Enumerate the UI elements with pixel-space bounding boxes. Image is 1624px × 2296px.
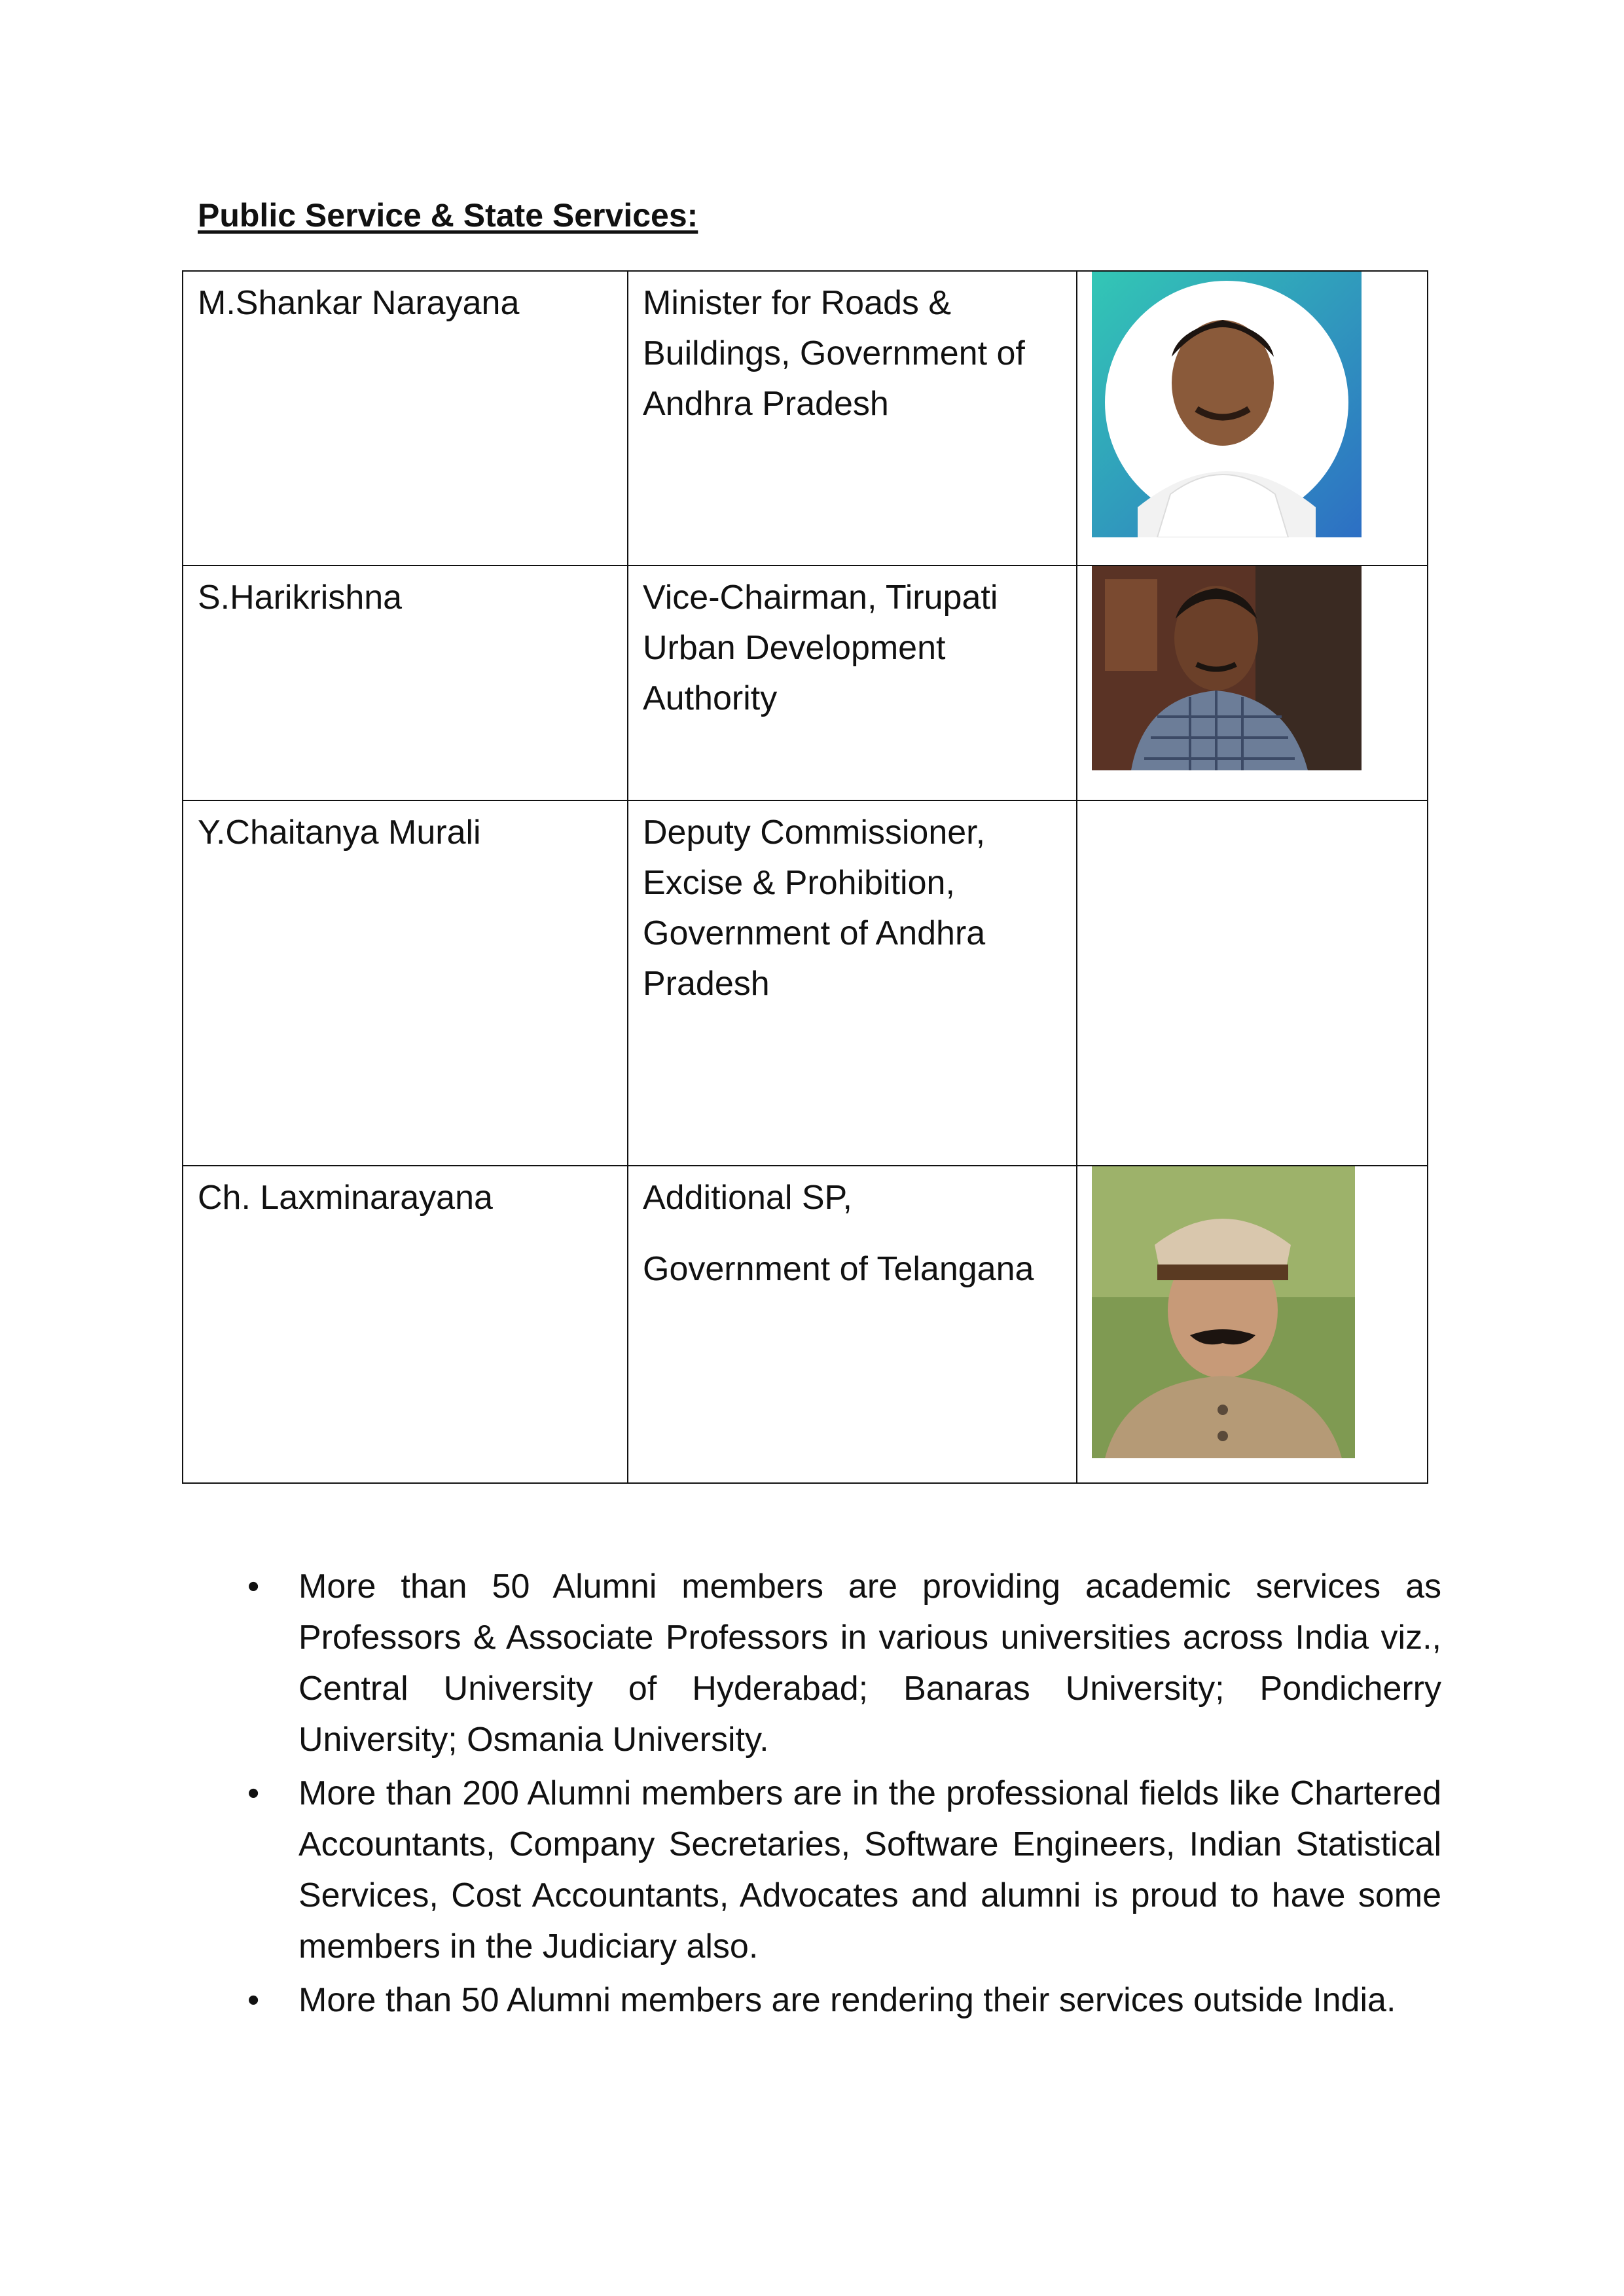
list-item: • More than 200 Alumni members are in the professional fields like Chartered Accountants, Company Secretaries, Software Engineers, Indian Statistical Services, Cost Accountants, Advocates and alumni is proud to have some members in the Judiciary also. — [198, 1768, 1441, 1972]
photo-cell-empty — [1077, 800, 1428, 1166]
notes-list — [198, 1561, 1441, 2028]
table-row — [183, 565, 1428, 800]
name-cell — [183, 1166, 628, 1483]
role-cell — [628, 1166, 1077, 1483]
list-item: • More than 50 Alumni members are providing academic services as Professors & Associate Professors in various universities across India viz., Central University of Hyderabad; Banaras University; Pondicherry University; Osmania University. — [198, 1561, 1441, 1765]
section-title: Public Service & State Services: — [198, 197, 698, 234]
alumni-role-line: Government of Telangana — [643, 1250, 1034, 1288]
portrait-photo — [1092, 1166, 1355, 1458]
photo-cell — [1077, 1166, 1428, 1483]
role-cell — [628, 271, 1077, 565]
photo-cell — [1077, 565, 1428, 800]
portrait-photo — [1092, 272, 1362, 537]
alumni-role-line: Additional SP, — [643, 1179, 852, 1217]
alumni-name: Y.Chaitanya Murali — [198, 814, 481, 852]
alumni-role: Minister for Roads & Buildings, Government of Andhra Pradesh — [643, 284, 1025, 423]
list-item: • More than 50 Alumni members are rendering their services outside India. — [198, 1975, 1441, 2026]
alumni-name: S.Harikrishna — [198, 579, 403, 617]
name-cell — [183, 800, 628, 1166]
portrait-photo — [1092, 566, 1362, 770]
photo-cell — [1077, 271, 1428, 565]
alumni-table — [182, 270, 1428, 1484]
alumni-role: Vice-Chairman, Tirupati Urban Development Authority — [643, 579, 998, 717]
alumni-name: Ch. Laxminarayana — [198, 1179, 493, 1217]
table-row — [183, 800, 1428, 1166]
alumni-role: Deputy Commissioner, Excise & Prohibition, Government of Andhra Pradesh — [643, 814, 986, 1003]
table-row — [183, 271, 1428, 565]
role-cell — [628, 565, 1077, 800]
alumni-name: M.Shankar Narayana — [198, 284, 520, 322]
role-cell — [628, 800, 1077, 1166]
name-cell — [183, 271, 628, 565]
table-row — [183, 1166, 1428, 1483]
name-cell — [183, 565, 628, 800]
